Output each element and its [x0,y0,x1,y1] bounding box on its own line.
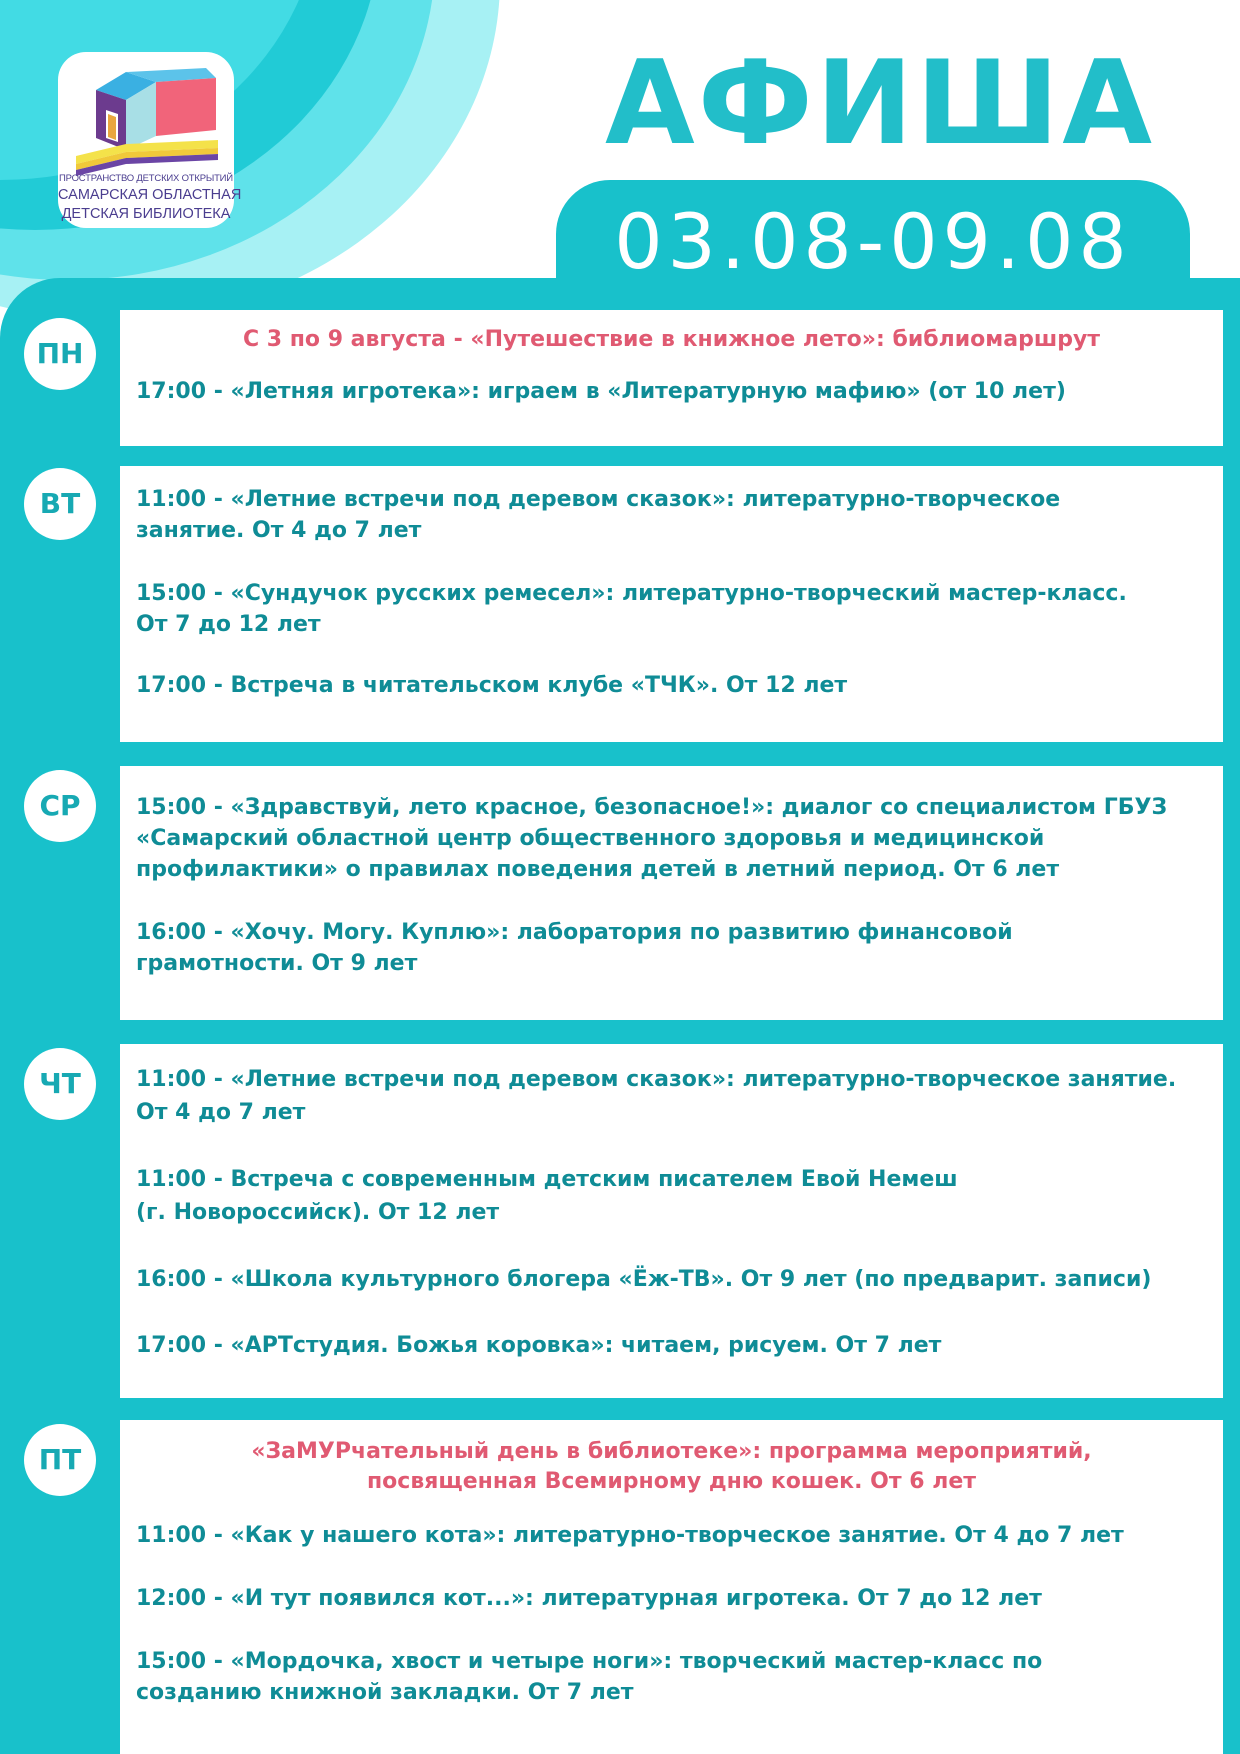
logo-name-line2: ДЕТСКАЯ БИБЛИОТЕКА [61,206,231,222]
event-line: 15:00 - «Здравствуй, лето красное, безопасное!»: диалог со специалистом ГБУЗ [136,795,1168,820]
event-highlight: «ЗаМУРчательный день в библиотеке»: программа мероприятий, [251,1439,1092,1464]
day-badge-wednesday: СР [24,770,96,842]
day-card-friday [120,1420,1223,1754]
event-line: занятие. От 4 до 7 лет [136,518,422,543]
day-card-thursday [120,1044,1223,1398]
day-card-wednesday [120,766,1223,1020]
day-badge-monday: ПН [24,318,96,390]
event-line: От 7 до 12 лет [136,612,321,637]
page-title: АФИША [605,36,1155,171]
event-line: «Самарский областной центр общественного здоровья и медицинской [136,826,1045,851]
logo-name-line1: САМАРСКАЯ ОБЛАСТНАЯ [58,187,242,203]
day-badge-thursday: ЧТ [24,1048,96,1120]
day-card-tuesday [120,466,1223,742]
event-line: 17:00 - «АРТстудия. Божья коровка»: читаем, рисуем. От 7 лет [136,1333,942,1358]
event-line: грамотности. От 9 лет [136,951,418,976]
event-line: 12:00 - «И тут появился кот...»: литературная игротека. От 7 до 12 лет [136,1586,1042,1611]
event-line: 15:00 - «Мордочка, хвост и четыре ноги»: творческий мастер-класс по [136,1649,1043,1674]
event-line: 17:00 - Встреча в читательском клубе «ТЧК». От 12 лет [136,673,848,698]
event-line: созданию книжной закладки. От 7 лет [136,1680,634,1705]
event-line: 11:00 - Встреча с современным детским писателем Евой Немеш [136,1167,958,1192]
event-line: 17:00 - «Летняя игротека»: играем в «Литературную мафию» (от 10 лет) [136,379,1066,404]
event-line: 11:00 - «Как у нашего кота»: литературно-творческое занятие. От 4 до 7 лет [136,1523,1124,1548]
day-badge-friday: ПТ [24,1424,96,1496]
book-house-icon [68,60,224,176]
event-highlight: посвященная Всемирному дню кошек. От 6 лет [366,1469,976,1494]
event-line: 11:00 - «Летние встречи под деревом сказок»: литературно-творческое [136,487,1061,512]
event-line: (г. Новороссийск). От 12 лет [136,1200,500,1225]
event-line: профилактики» о правилах поведения детей в летний период. От 6 лет [136,857,1060,882]
event-highlight: С 3 по 9 августа - «Путешествие в книжное лето»: библиомаршрут [242,327,1101,352]
event-line: 15:00 - «Сундучок русских ремесел»: литературно-творческий мастер-класс. [136,581,1127,606]
day-card-monday [120,310,1223,446]
logo-tagline: ПРОСТРАНСТВО ДЕТСКИХ ОТКРЫТИЙ [59,173,233,184]
event-line: 11:00 - «Летние встречи под деревом сказок»: литературно-творческое занятие. [136,1067,1177,1092]
day-badge-tuesday: ВТ [24,468,96,540]
date-range: 03.08-09.08 [614,197,1132,286]
event-line: 16:00 - «Хочу. Могу. Куплю»: лаборатория по развитию финансовой [136,920,1013,945]
event-line: От 4 до 7 лет [136,1100,306,1125]
library-logo [58,52,242,228]
event-line: 16:00 - «Школа культурного блогера «Ёж-ТВ». От 9 лет (по предварит. записи) [136,1267,1152,1292]
